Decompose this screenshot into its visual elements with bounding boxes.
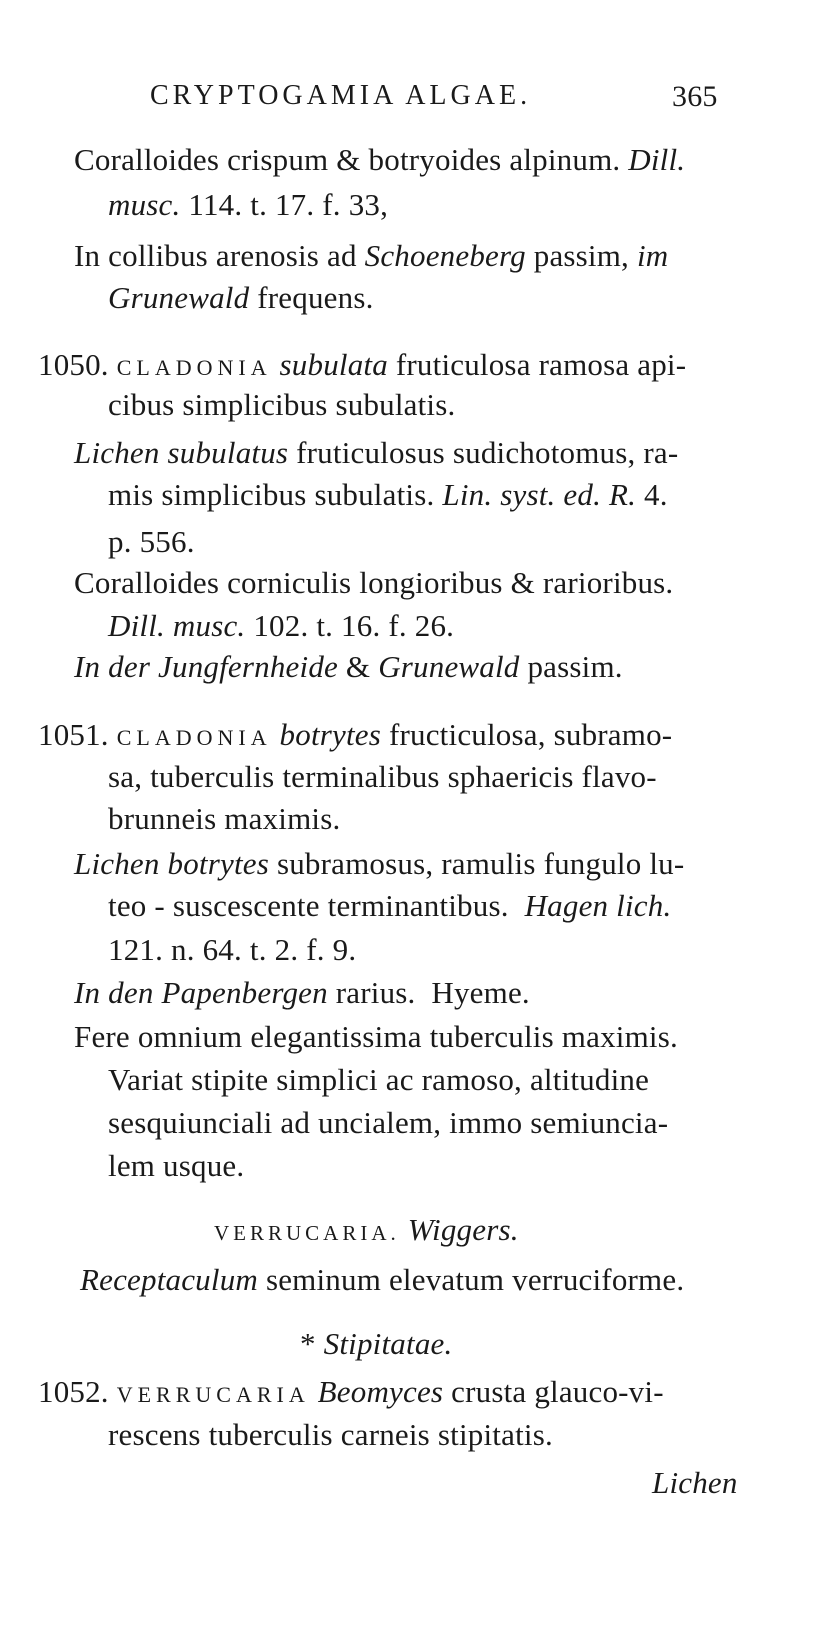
subsection-heading: * Stipitatae.: [300, 1326, 453, 1361]
text-line: sesquiunciali ad uncialem, immo semiuncia-: [108, 1105, 669, 1140]
text-line: 121. n. 64. t. 2. f. 9.: [108, 932, 357, 967]
text-line: Variat stipite simplici ac ramoso, altitudine: [108, 1062, 650, 1097]
text-line: Lichen botrytes subramosus, ramulis fungulo lu-: [74, 846, 685, 881]
catchword: Lichen: [652, 1465, 738, 1500]
text-line: In collibus arenosis ad Schoeneberg passim, im: [74, 238, 669, 273]
text-line: rescens tuberculis carneis stipitatis.: [108, 1417, 553, 1452]
page-number: 365: [672, 80, 718, 113]
text-line: Lichen subulatus fruticulosus sudichotomus, ra-: [74, 435, 679, 470]
text-line: Receptaculum seminum elevatum verruciforme.: [80, 1262, 685, 1297]
text-line: In den Papenbergen rarius. Hyeme.: [74, 975, 530, 1010]
text-line: Fere omnium elegantissima tuberculis maximis.: [74, 1019, 678, 1054]
text-line: lem usque.: [108, 1148, 245, 1183]
text-line: sa, tuberculis terminalibus sphaericis flavo-: [108, 759, 657, 794]
text-line: mis simplicibus subulatis. Lin. syst. ed. R. 4.: [108, 477, 668, 512]
text-line: cibus simplicibus subulatis.: [108, 387, 456, 422]
text-line: Dill. musc. 102. t. 16. f. 26.: [108, 608, 455, 643]
entry-1052-heading: 1052. VERRUCARIA Beomyces crusta glauco-vi-: [38, 1374, 664, 1409]
text-line: Coralloides crispum & botryoides alpinum. Dill.: [74, 142, 686, 177]
text-line: In der Jungfernheide & Grunewald passim.: [74, 649, 623, 684]
text-line: Coralloides corniculis longioribus & rarioribus.: [74, 565, 674, 600]
section-heading: VERRUCARIA. Wiggers.: [214, 1212, 519, 1247]
text-line: teo - suscescente terminantibus. Hagen lich.: [108, 888, 672, 923]
entry-1051-heading: 1051. CLADONIA botrytes fructiculosa, subramo-: [38, 717, 673, 752]
entry-1050-heading: 1050. CLADONIA subulata fruticulosa ramosa api-: [38, 347, 687, 382]
running-header-title: CRYPTOGAMIA ALGAE.: [150, 80, 532, 111]
text-line: p. 556.: [108, 524, 195, 559]
text-line: musc. 114. t. 17. f. 33,: [108, 187, 389, 222]
text-line: brunneis maximis.: [108, 801, 341, 836]
text-line: Grunewald frequens.: [108, 280, 374, 315]
